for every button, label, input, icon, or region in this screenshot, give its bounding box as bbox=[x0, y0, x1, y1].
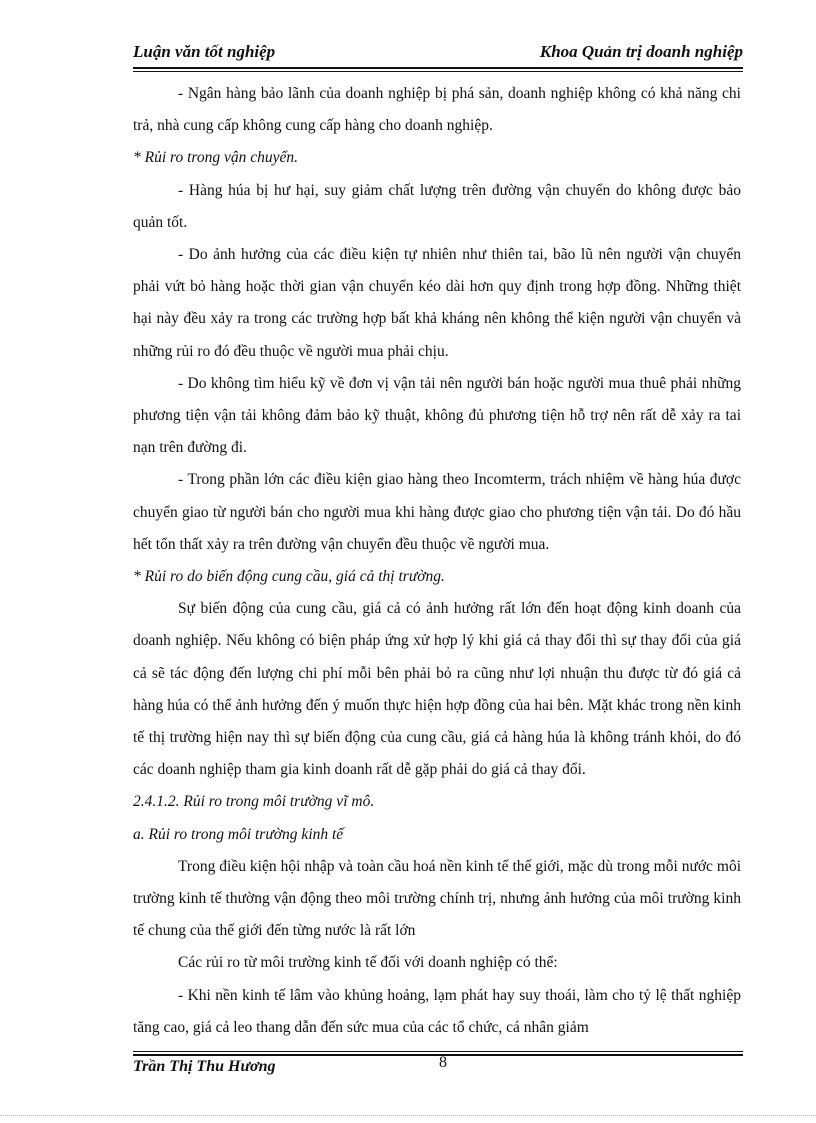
footer-rule-thick bbox=[133, 1054, 743, 1056]
paragraph: Các rủi ro từ môi trường kinh tế đối với doanh nghiệp có thể: bbox=[178, 954, 558, 972]
section-heading: * Rủi ro trong vận chuyển. bbox=[133, 149, 299, 167]
footer-rule-thin bbox=[133, 1051, 743, 1052]
paragraph: - Do không tìm hiểu kỹ về đơn vị vận tải nên người bán hoặc người mua thuê phải những phương tiện vận tải không đảm bảo kỹ thuật, không đủ phương tiện hỗ trợ nên rất dễ xảy ra tai nạn trên đường đi. bbox=[133, 374, 741, 457]
paragraph: - Do ảnh hưởng của các điều kiện tự nhiên như thiên tai, bão lũ nên người vận chuyển phải vứt bỏ hàng hoặc thời gian vận chuyển kéo dài hơn quy định trong hợp đồng. Những thiệt hại này đều xảy ra trong các trường hợp bất khả kháng nên không thể kiện người vận chuyển và những rủi ro đó đều thuộc về người mua phải chịu. bbox=[133, 246, 741, 360]
page-bottom-dotted-line bbox=[0, 1115, 816, 1116]
paragraph: Sự biến động của cung cầu, giá cả có ảnh hưởng rất lớn đến hoạt động kinh doanh của doanh nghiệp. Nếu không có biện pháp ứng xử hợp lý khi giá cả thay đổi thì sự thay đổi của giá cả sẽ tác động đến lượng chi phí mỗi bên phải bỏ ra cũng như lợi nhuận thu được từ đó giá cả hàng húa có thể ảnh hưởng đến ý muốn thực hiện hợp đồng của hai bên. Mặt khác trong nền kinh tế thị trường hiện nay thì sự biến động của cung cầu, giá cả hàng húa là không tránh khỏi, do đó các doanh nghiệp tham gia kinh doanh rất dễ gặp phải do giá cả thay đổi. bbox=[133, 600, 741, 779]
subsection-heading: a. Rủi ro trong môi trường kinh tế bbox=[133, 825, 344, 843]
header-rule-thin bbox=[133, 71, 743, 72]
section-heading: * Rủi ro do biến động cung cầu, giá cả thị trường. bbox=[133, 568, 445, 586]
header-right-title: Khoa Quản trị doanh nghiệp bbox=[539, 42, 743, 61]
paragraph: - Trong phần lớn các điều kiện giao hàng theo Incomterm, trách nhiệm về hàng húa được chuyển giao từ người bán cho người mua khi hàng được giao cho phương tiện vận tải. Do đó hầu hết tổn thất xảy ra trên đường vận chuyển đều thuộc về người mua. bbox=[133, 471, 741, 553]
page-header bbox=[133, 42, 743, 68]
paragraph: - Ngân hàng bảo lãnh của doanh nghiệp bị phá sản, doanh nghiệp không có khả năng chi trả, nhà cung cấp không cung cấp hàng cho doanh nghiệp. bbox=[133, 85, 741, 135]
paragraph: - Khi nền kinh tế lâm vào khủng hoảng, lạm phát hay suy thoái, làm cho tỷ lệ thất nghiệp tăng cao, giá cả leo thang dẫn đến sức mua của các tổ chức, cá nhân giảm bbox=[133, 986, 741, 1036]
paragraph: Trong điều kiện hội nhập và toàn cầu hoá nền kinh tế thế giới, mặc dù trong mỗi nước môi trường kinh tế thường vận động theo môi trường chính trị, nhưng ảnh hưởng của môi trường kinh tế chung của thế giới đến từng nước là rất lớn bbox=[133, 857, 741, 940]
footer-author: Trần Thị Thu Hương bbox=[133, 1058, 276, 1075]
body-text bbox=[133, 78, 741, 1044]
page-number: 8 bbox=[439, 1054, 447, 1071]
page-footer bbox=[133, 1054, 743, 1082]
header-rule-thick bbox=[133, 67, 743, 69]
header-left-title: Luận văn tốt nghiệp bbox=[133, 42, 276, 61]
section-heading: 2.4.1.2. Rủi ro trong môi trường vĩ mô. bbox=[133, 793, 375, 811]
paragraph: - Hàng húa bị hư hại, suy giảm chất lượng trên đường vận chuyển do không được bảo quản tốt. bbox=[133, 181, 741, 231]
